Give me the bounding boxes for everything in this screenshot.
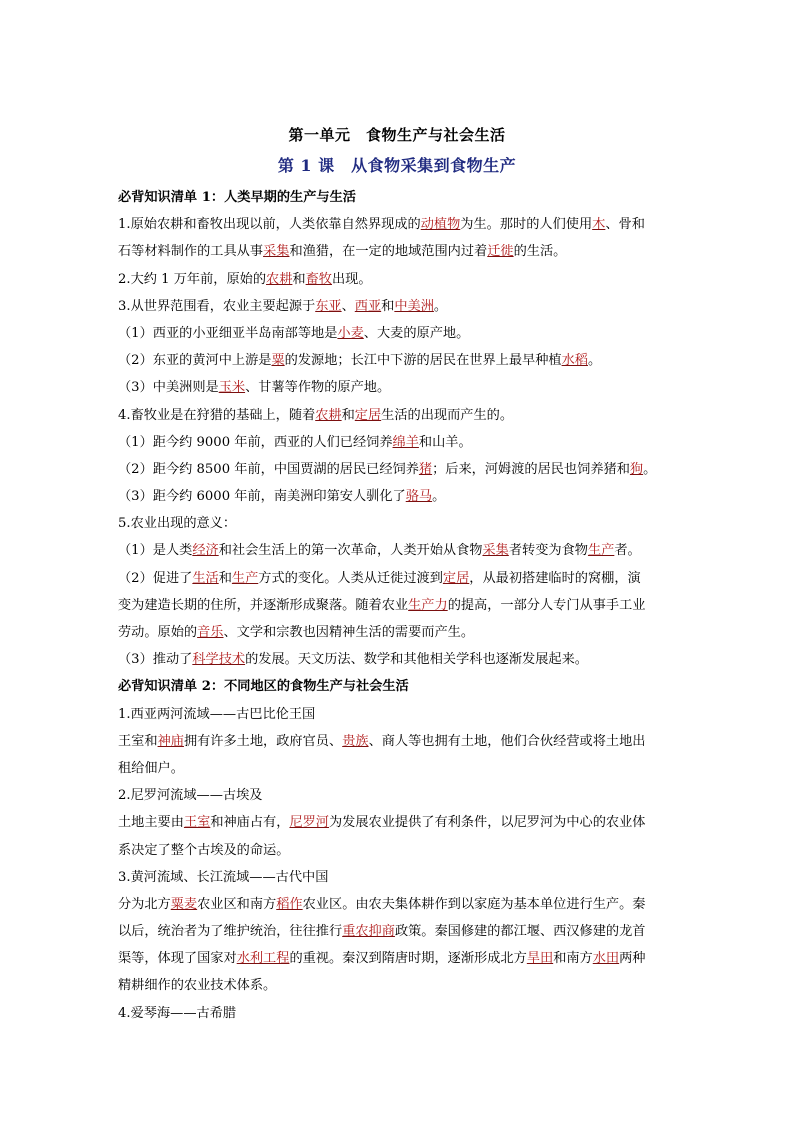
text-run: 、商人等也拥有土地，他们合伙经营或将土地出 <box>368 733 646 749</box>
unit-title: 第一单元 食物生产与社会生活 <box>288 126 506 144</box>
key-term: 玉米 <box>218 380 246 396</box>
text-run: 变为建造长期的住所，并逐渐形成聚落。随着农业 <box>118 597 409 613</box>
text-run: 渠等，体现了国家对 <box>118 951 237 967</box>
item-2 <box>118 266 688 293</box>
text-run: 分为北方 <box>118 896 171 912</box>
item-4-sub-3 <box>118 483 688 510</box>
text-run: 和 <box>381 298 395 314</box>
text-run: （1）西亚的小亚细亚半岛南部等地是 <box>118 325 338 341</box>
text-run: 土地主要由 <box>118 815 184 831</box>
item-4 <box>118 402 688 429</box>
key-term: 生产力 <box>408 597 448 613</box>
text-run: 、大麦的原产地。 <box>363 325 470 341</box>
item-4-sub-1 <box>118 429 688 456</box>
region-3-line-1 <box>118 891 688 918</box>
key-term: 经济 <box>192 543 219 559</box>
key-term: 王室 <box>183 815 211 831</box>
key-term: 迁徙 <box>487 244 514 260</box>
section-heading <box>118 673 688 700</box>
key-term: 农耕 <box>315 407 342 423</box>
text-run: 方式的变化。人类从迁徙过渡到 <box>258 570 443 586</box>
text-run: 的发展。天文历法、数学和其他相关学科也逐渐发展起来。 <box>245 652 588 668</box>
text-run: 和神庙占有， <box>210 815 290 831</box>
text-run: 者转变为食物 <box>508 543 588 559</box>
key-term: 生活 <box>192 570 219 586</box>
text-run: 、骨和 <box>605 217 645 233</box>
text-run: 租给佃户。 <box>118 760 184 776</box>
text-run: 2.大约 1 万年前，原始的 <box>118 271 267 287</box>
key-term: 猪 <box>418 461 433 477</box>
text-run: 精耕细作的农业技术体系。 <box>118 978 277 994</box>
key-term: 粟麦 <box>170 896 198 912</box>
key-term: 狗 <box>629 461 644 477</box>
key-term: 生产 <box>231 570 259 586</box>
section-heading <box>118 184 688 211</box>
text-run: 系决定了整个古埃及的命运。 <box>118 842 290 858</box>
text-run: 和 <box>341 407 355 423</box>
key-term: 中美洲 <box>394 298 434 314</box>
text-run: 的提高，一部分人专门从事手工业 <box>447 597 646 613</box>
key-term: 定居 <box>354 407 382 423</box>
text-run: （2）距今约 8500 年前，中国贾湖的居民已经饲养 <box>118 461 419 477</box>
region-1-line-1 <box>118 728 688 755</box>
text-run: 必背知识清单 2：不同地区的食物生产与社会生活 <box>118 679 409 695</box>
region-3-heading <box>118 864 688 891</box>
region-2-heading <box>118 782 688 809</box>
text-run: 2.尼罗河流域——古埃及 <box>118 788 263 804</box>
key-term: 东亚 <box>315 298 342 314</box>
text-run: ；后来，河姆渡的居民也饲养猪和 <box>432 461 630 477</box>
region-4-heading <box>118 1000 688 1027</box>
text-run: 。 <box>432 489 446 505</box>
text-run: （1）是人类 <box>118 543 193 559</box>
key-term: 水利工程 <box>236 951 290 967</box>
item-1-line-1 <box>118 211 688 238</box>
text-run: 王室和 <box>118 733 158 749</box>
text-run: 拥有许多土地，政府官员、 <box>183 733 343 749</box>
text-run: 和 <box>292 271 306 287</box>
key-term: 定居 <box>442 570 470 586</box>
key-term: 水田 <box>592 951 620 967</box>
text-run: 农业区 <box>302 896 343 912</box>
text-run: 。由农夫集体耕作到以家庭为基本单位进行生产。秦 <box>342 896 646 912</box>
region-1-heading <box>118 701 688 728</box>
text-run: 和社会生活上的第一次革命，人类开始从食物 <box>218 543 483 559</box>
key-term: 尼罗河 <box>289 815 329 831</box>
text-run: （2）促进了 <box>118 570 193 586</box>
key-term: 贵族 <box>342 733 369 749</box>
item-5-sub-3 <box>118 646 688 673</box>
region-2-line-1 <box>118 809 688 836</box>
lesson-title: 第 1 课 从食物采集到食物生产 <box>277 156 517 175</box>
key-term: 农耕 <box>266 271 293 287</box>
text-run: 生活的出现而产生的。 <box>381 407 514 423</box>
text-run: 必背知识清单 1：人类早期的生产与生活 <box>118 190 356 205</box>
text-run: 和南方 <box>553 951 593 967</box>
key-term: 木 <box>592 217 606 233</box>
region-1-line-2 <box>118 755 688 782</box>
text-run: 1.西亚两河流域——古巴比伦王国 <box>118 706 316 722</box>
text-run: 石等材料制作的工具从事 <box>118 244 264 260</box>
text-run: ，从最初搭建临时的窝棚，演 <box>469 570 641 586</box>
key-term: 神庙 <box>157 733 184 749</box>
region-2-line-2 <box>118 837 688 864</box>
key-term: 水稻 <box>561 353 588 369</box>
text-run: 。 <box>433 298 448 314</box>
text-run: 以后，统治者为了维护统治，往往推行 <box>118 924 343 940</box>
key-term: 粟 <box>271 353 285 369</box>
item-5-sub-2-line-2 <box>118 592 688 619</box>
text-run: 为发展农业提供了有利条件，以尼罗河为中心的农业体 <box>329 815 646 831</box>
key-term: 稻作 <box>276 896 303 912</box>
item-5 <box>118 510 688 537</box>
key-term: 动植物 <box>420 217 461 233</box>
item-5-sub-2-line-3 <box>118 619 688 646</box>
text-run: （3）推动了 <box>118 652 193 668</box>
text-run: 的生活。 <box>513 244 567 260</box>
item-3 <box>118 293 688 320</box>
item-1-line-2 <box>118 238 688 265</box>
key-term: 采集 <box>263 244 290 260</box>
text-run: （3）距今约 6000 年前，南美洲印第安人驯化了 <box>118 489 406 505</box>
text-run: （2）东亚的黄河中上游是 <box>118 353 272 369</box>
key-term: 西亚 <box>354 298 382 314</box>
document-body <box>118 184 688 1027</box>
key-term: 小麦 <box>337 325 364 341</box>
text-run: 3.从世界范围看，农业主要起源于 <box>118 298 316 314</box>
text-run: 出现。 <box>331 271 372 287</box>
text-run: 为生。那时的人们使用 <box>460 217 593 233</box>
text-run: 5.农业出现的意义： <box>118 516 237 532</box>
key-term: 畜牧 <box>305 271 332 287</box>
item-3-sub-3 <box>118 374 688 401</box>
text-run: 两种 <box>619 951 646 967</box>
text-run: （1）距今约 9000 年前，西亚的人们已经饲养 <box>118 434 393 450</box>
text-run: 。 <box>587 353 602 369</box>
text-run: （3）中美洲则是 <box>118 380 219 396</box>
key-term: 旱田 <box>526 951 554 967</box>
key-term: 重农抑商 <box>342 924 395 940</box>
text-run: 和 <box>218 570 232 586</box>
text-run: 政策。秦国修建的都江堰、西汉修建的龙首 <box>394 924 646 940</box>
key-term: 绵羊 <box>392 434 419 450</box>
item-3-sub-2 <box>118 347 688 374</box>
text-run: 4.畜牧业是在狩猎的基础上，随着 <box>118 407 316 423</box>
key-term: 骆马 <box>405 489 433 505</box>
key-term: 音乐 <box>197 625 224 640</box>
text-run: 和山羊。 <box>418 434 472 450</box>
item-3-sub-1 <box>118 320 688 347</box>
item-4-sub-2 <box>118 456 688 483</box>
text-run: 农业区和南方 <box>197 896 277 912</box>
region-3-line-4 <box>118 972 688 999</box>
key-term: 生产 <box>587 543 615 559</box>
text-run: 者。 <box>614 543 641 559</box>
text-run: 。 <box>643 461 657 477</box>
text-run: 和渔猎，在一定的地域范围内过着 <box>289 244 488 260</box>
text-run: 、文学和宗教也因精神生活的需要而产生。 <box>223 625 475 640</box>
text-run: 1.原始农耕和畜牧出现以前，人类依靠自然界现成的 <box>118 217 421 233</box>
item-5-sub-1 <box>118 537 688 564</box>
text-run: 的发源地；长江中下游的居民在世界上最早种植 <box>284 353 562 369</box>
key-term: 采集 <box>482 543 509 559</box>
item-5-sub-2-line-1 <box>118 565 688 592</box>
text-run: 、 <box>341 298 355 314</box>
text-run: 劳动。原始的 <box>118 625 198 640</box>
key-term: 科学技术 <box>192 652 246 668</box>
region-3-line-3 <box>118 945 688 972</box>
text-run: 的重视。秦汉到隋唐时期，逐渐形成北方 <box>289 951 527 967</box>
text-run: 、甘薯等作物的原产地。 <box>245 380 391 396</box>
text-run: 4.爱琴海——古希腊 <box>118 1005 237 1021</box>
region-3-line-2 <box>118 918 688 945</box>
text-run: 3.黄河流域、长江流域——古代中国 <box>118 869 329 885</box>
